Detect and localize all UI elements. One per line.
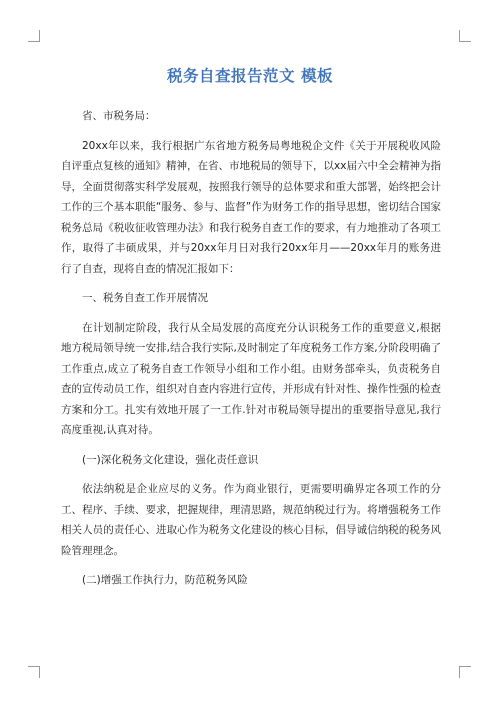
page-corner-mark-bottom-right	[459, 666, 471, 678]
section-heading-1: 一、税务自查工作开展情况	[82, 292, 208, 304]
document-title: 税务自查报告范文 模板	[167, 67, 333, 85]
paragraph-intro: 20xx年以来，我行根据广东省地方税务局粤地税企文件《关于开展税收风险自评重点复核的通知》精神，在省、市地税局的领导下，以xx届六中全会精神为指导，全面贯彻落实科学发展观，按照我行领导的总体要求和重大部署，始终把会计工作的三个基本职能“服务、参与、监督”作为财务工作的指导思想，密切结合国家税务总局《税收征收管理办法》和我行税务自查工作的要求，有力地推动了各项工作，取得了丰硕成果，并与20xx年月日对我行20xx年月——20xx年月的账务进行了自查，现将自查的情况汇报如下：	[61, 139, 441, 275]
page-corner-mark-bottom-left	[28, 666, 40, 678]
page-corner-mark-top-right	[459, 30, 471, 42]
document-body	[61, 106, 441, 600]
paragraph-work-status: 在计划制定阶段，我行从全局发展的高度充分认识税务工作的重要意义,根据地方税局领导统一安排,结合我行实际,及时制定了年度税务工作方案,分阶段明确了工作重点,成立了税务自查工作领导小组和工作小组。由财务部牵头，负责税务自查的宣传动员工作，组织对自查内容进行宣传，并形成有针对性、操作性强的检查方案和分工。扎实有效地开展了一工作.针对市税局领导提出的重要指导意见,我行高度重视,认真对待。	[61, 321, 441, 436]
subheading-execution: (二)增强工作执行力，防范税务风险	[82, 574, 248, 586]
subheading-tax-culture: (一)深化税务文化建设，强化责任意识	[82, 453, 259, 466]
paragraph-tax-culture: 依法纳税是企业应尽的义务。作为商业银行，更需要明确界定各项工作的分工、程序、手续、要求，把握规律，理清思路，规范纳税过行为。将增强税务工作相关人员的责任心、进取心作为税务文化建设的核心目标，倡导诚信纳税的税务风险管理理念。	[61, 483, 441, 557]
page-corner-mark-top-left	[28, 30, 40, 42]
salutation: 省、市税务局：	[82, 110, 156, 122]
